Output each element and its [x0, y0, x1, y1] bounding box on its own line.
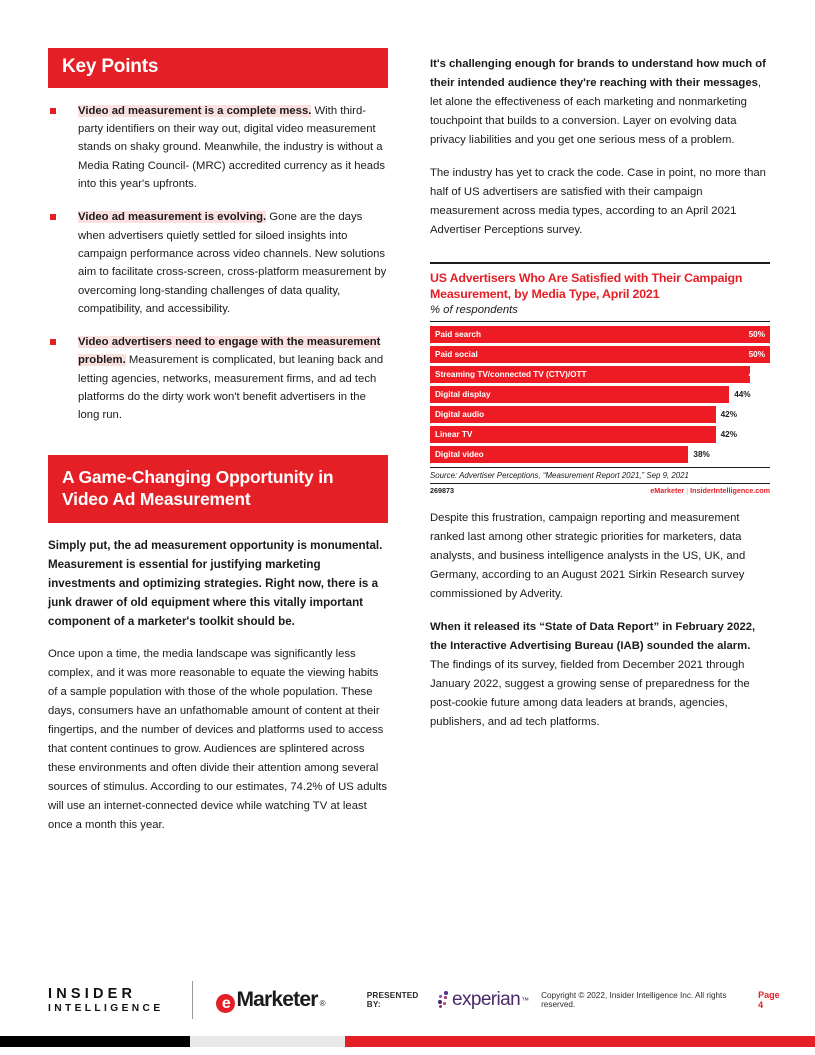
- chart-source: Source: Advertiser Perceptions, “Measurement Report 2021,” Sep 9, 2021: [430, 470, 689, 480]
- bar-category-label: Paid social: [435, 349, 478, 359]
- right-paragraph-1-rest: , let alone the effectiveness of each marketing and nonmarketing touchpoint that builds to a conversion. Layer on evolving data privacy liabilities and you get one serious mess of a problem.: [430, 76, 762, 146]
- bar-category-label: Digital video: [435, 449, 484, 459]
- key-points-header: Key Points: [48, 48, 388, 88]
- chart-footer: [430, 484, 770, 495]
- bottom-color-strip: [0, 1036, 815, 1047]
- chart-subtitle: % of respondents: [430, 303, 518, 316]
- bar-value-label: 47%: [748, 369, 765, 379]
- right-paragraph-1-bold: It's challenging enough for brands to understand how much of their intended audience they're reaching with their messages: [430, 58, 766, 89]
- experian-dots-icon: [438, 990, 451, 1010]
- bar-row: [430, 326, 770, 343]
- chart-title: US Advertisers Who Are Satisfied with Their Campaign Measurement, by Media Type, April 2021: [430, 270, 743, 301]
- bar-fill: [430, 346, 770, 363]
- bar-row: [430, 426, 770, 443]
- chart-brand-site[interactable]: InsiderIntelligence.com: [690, 485, 770, 495]
- left-column: [48, 48, 388, 835]
- emarketer-wordmark: Marketer: [236, 988, 318, 1011]
- list-item: [48, 333, 388, 424]
- key-points-list: [48, 102, 388, 425]
- bullet-square-icon: [50, 108, 56, 114]
- chart-title-divider: [430, 321, 770, 322]
- right-paragraph-1: [430, 55, 770, 150]
- section-heading: A Game-Changing Opportunity in Video Ad Measurement: [48, 455, 388, 524]
- bar-category-label: Digital audio: [435, 409, 485, 419]
- bar-row: [430, 406, 770, 423]
- emarketer-e-mark-icon: e: [216, 994, 235, 1013]
- bar-value-label: 50%: [748, 349, 765, 359]
- bar-row: [430, 366, 770, 383]
- experian-wordmark: experian: [451, 989, 521, 1010]
- list-item: [48, 102, 388, 193]
- bar-row: [430, 386, 770, 403]
- strip-segment-red: [345, 1036, 815, 1047]
- bar-category-label: Linear TV: [435, 429, 473, 439]
- insider-intelligence-logo: [48, 985, 164, 1016]
- key-point-body: Gone are the days when advertisers quietly settled for siloed insights into campaign performance across video channels. New solutions aim to facilitate cross-screen, cross-platform measurement by overcoming long-standing challenges of data quality, compatibility, and accessibility.: [78, 211, 387, 315]
- bar-fill: [430, 426, 716, 443]
- logo-insider-line1: INSIDER: [48, 985, 137, 1002]
- bar-row: [430, 346, 770, 363]
- bar-fill: [430, 326, 770, 343]
- bar-category-label: Digital display: [435, 389, 491, 399]
- bar-category-label: Streaming TV/connected TV (CTV)/OTT: [435, 369, 587, 379]
- chart-id: 269873: [430, 485, 454, 495]
- section-body-paragraph: Once upon a time, the media landscape was significantly less complex, and it was more reasonable to equate the viewing habits of a sample population with those of the whole population. These days, consumers have an unfathomable amount of content at their fingertips, and the number of devices and platforms used to access that content continues to grow. Audiences are splintered across these environments and often divide their attention among several sources of stimulus. According to our estimates, 74.2% of US adults will use an internet-connected device while watching TV at least once a month this year.: [48, 648, 388, 831]
- bullet-square-icon: [50, 214, 56, 220]
- list-item: [48, 208, 388, 318]
- chart-card: [430, 262, 770, 495]
- emarketer-logo: [216, 988, 324, 1012]
- logo-insider-line2: INTELLIGENCE: [48, 1002, 164, 1014]
- bar-value-label: 42%: [720, 429, 737, 439]
- right-paragraph-2: The industry has yet to crack the code. Case in point, no more than half of US advertisers are satisfied with their campaign measurement across media types, according to an April 2021 Advertiser Perceptions survey.: [430, 166, 766, 236]
- bar-value-label: 42%: [720, 409, 737, 419]
- key-point-lead: Video ad measurement is a complete mess.: [78, 104, 312, 117]
- logo-divider: [192, 981, 193, 1019]
- bar-chart: [430, 326, 770, 463]
- right-paragraph-4-bold: When it released its “State of Data Report” in February 2022, the Interactive Advertising Bureau (IAB) sounded the alarm.: [430, 620, 756, 652]
- chart-brand-emarketer: eMarketer: [650, 485, 685, 495]
- key-point-body: With third-party identifiers on their way out, digital video measurement stands on shaky ground. Meanwhile, the industry is without a Media Rating Council- (MRC) accredited currency as it heads into this year's upfronts.: [78, 104, 386, 191]
- bar-value-label: 44%: [734, 389, 751, 399]
- key-point-lead: Video ad measurement is evolving.: [78, 211, 267, 224]
- strip-segment-gray: [190, 1036, 345, 1047]
- chart-brand: [650, 486, 770, 495]
- bar-row: [430, 446, 770, 463]
- page-number: Page 4: [758, 990, 780, 1010]
- bullet-square-icon: [50, 339, 56, 345]
- right-column: [430, 55, 770, 732]
- copyright-text: Copyright © 2022, Insider Intelligence Inc. All rights reserved.: [541, 991, 727, 1009]
- key-point-lead: Video advertisers need to engage with the measurement problem.: [78, 336, 381, 367]
- section-lead-paragraph: Simply put, the ad measurement opportunity is monumental. Measurement is essential for justifying marketing investments and optimizing strategies. Right now, there is a junk drawer of old equipment where this vitally important component of a marketer's toolkit should be.: [48, 539, 383, 628]
- experian-logo: [438, 989, 529, 1011]
- bar-category-label: Paid search: [435, 329, 481, 339]
- right-paragraph-4-rest: The findings of its survey, fielded from December 2021 through January 2022, suggest a growing sense of preparedness for the post-cookie future among data leaders at brands, agencies, publishers, and ad tech platforms.: [430, 658, 750, 728]
- right-paragraph-4: [430, 618, 770, 732]
- key-point-body: Measurement is complicated, but leaning back and letting agencies, networks, measurement firms, and ad tech platforms do the dirty work won't benefit advertisers in the long run.: [78, 354, 384, 422]
- bar-value-label: 50%: [748, 329, 765, 339]
- page-footer: [48, 975, 785, 1025]
- chart-brand-separator: |: [686, 485, 689, 495]
- strip-segment-black: [0, 1036, 190, 1047]
- right-paragraph-3: Despite this frustration, campaign reporting and measurement ranked last among other strategic priorities for marketers, data analysts, and business intelligence analysts in the US, UK, and Germany, according to an August 2021 Sirkin Research survey commissioned by Adverity.: [430, 511, 746, 600]
- presented-by-label: PRESENTED BY:: [366, 991, 419, 1009]
- bar-value-label: 38%: [693, 449, 710, 459]
- experian-trademark: ™: [521, 995, 530, 1005]
- emarketer-trademark: ®: [319, 999, 325, 1008]
